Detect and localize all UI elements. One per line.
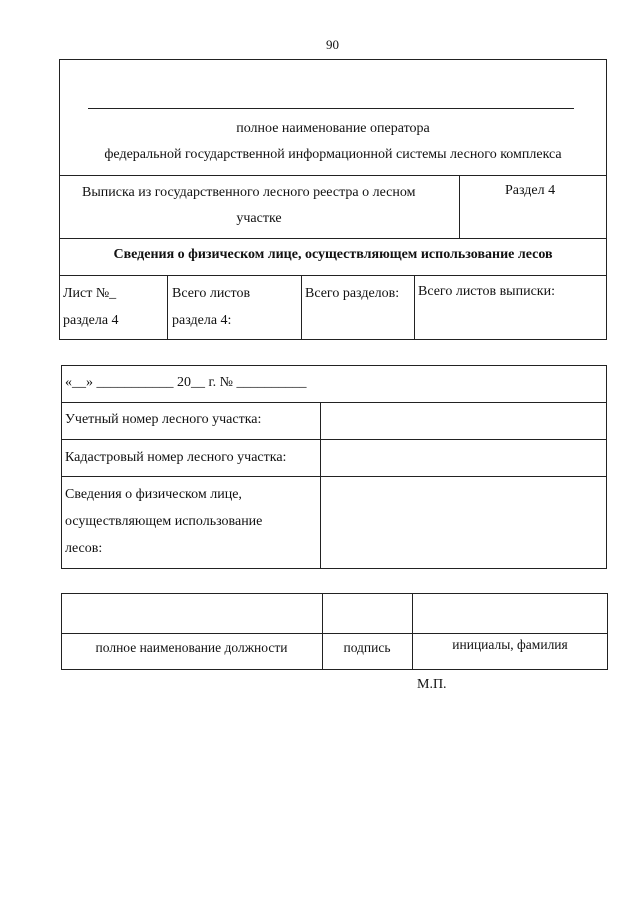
info-heading: Сведения о физическом лице, осуществляющем использование лесов <box>113 247 553 262</box>
sheet-number-label-1: Лист №_ <box>63 286 117 301</box>
header-divider-3 <box>59 275 607 276</box>
person-info-value <box>321 477 606 568</box>
signature-col-divider-1 <box>322 593 323 670</box>
cadastral-number-label: Кадастровый номер лесного участка: <box>65 450 287 465</box>
signature-caption: подпись <box>343 640 391 655</box>
page-number: 90 <box>326 37 339 52</box>
total-sections-label: Всего разделов: <box>305 286 400 301</box>
position-caption: полное наименование должности <box>95 640 288 655</box>
section-label: Раздел 4 <box>505 183 556 198</box>
counter-divider-1 <box>167 275 168 340</box>
name-caption: инициалы, фамилия <box>452 637 568 652</box>
account-number-value <box>321 403 606 439</box>
operator-caption-line1: полное наименование оператора <box>236 121 430 136</box>
total-extract-sheets-label: Всего листов выписки: <box>418 284 555 299</box>
sheet-number-label-2: раздела 4 <box>63 313 119 328</box>
counter-divider-3 <box>414 275 415 340</box>
account-number-label: Учетный номер лесного участка: <box>65 412 262 427</box>
header-divider-2 <box>59 238 607 239</box>
signature-block <box>61 593 608 670</box>
total-sheets-label-1: Всего листов <box>172 286 251 301</box>
stamp-label: М.П. <box>417 677 447 692</box>
operator-name-line <box>88 108 574 109</box>
cadastral-number-value <box>321 440 606 476</box>
extract-title-line1: Выписка из государственного лесного реестра о лесном <box>82 185 416 200</box>
header-divider-1 <box>59 175 607 176</box>
operator-caption-line2: федеральной государственной информационной системы лесного комплекса <box>104 147 562 162</box>
section-divider <box>459 175 460 238</box>
date-number-line: «__» ___________ 20__ г. № __________ <box>65 375 307 390</box>
person-info-label-2: осуществляющем использование <box>65 514 263 529</box>
signature-col-divider-2 <box>412 593 413 670</box>
person-info-label-3: лесов: <box>65 541 103 556</box>
extract-title-line2: участке <box>236 211 282 226</box>
counter-divider-2 <box>301 275 302 340</box>
signature-divider <box>61 633 608 634</box>
total-sheets-label-2: раздела 4: <box>172 313 232 328</box>
person-info-label-1: Сведения о физическом лице, <box>65 487 242 502</box>
